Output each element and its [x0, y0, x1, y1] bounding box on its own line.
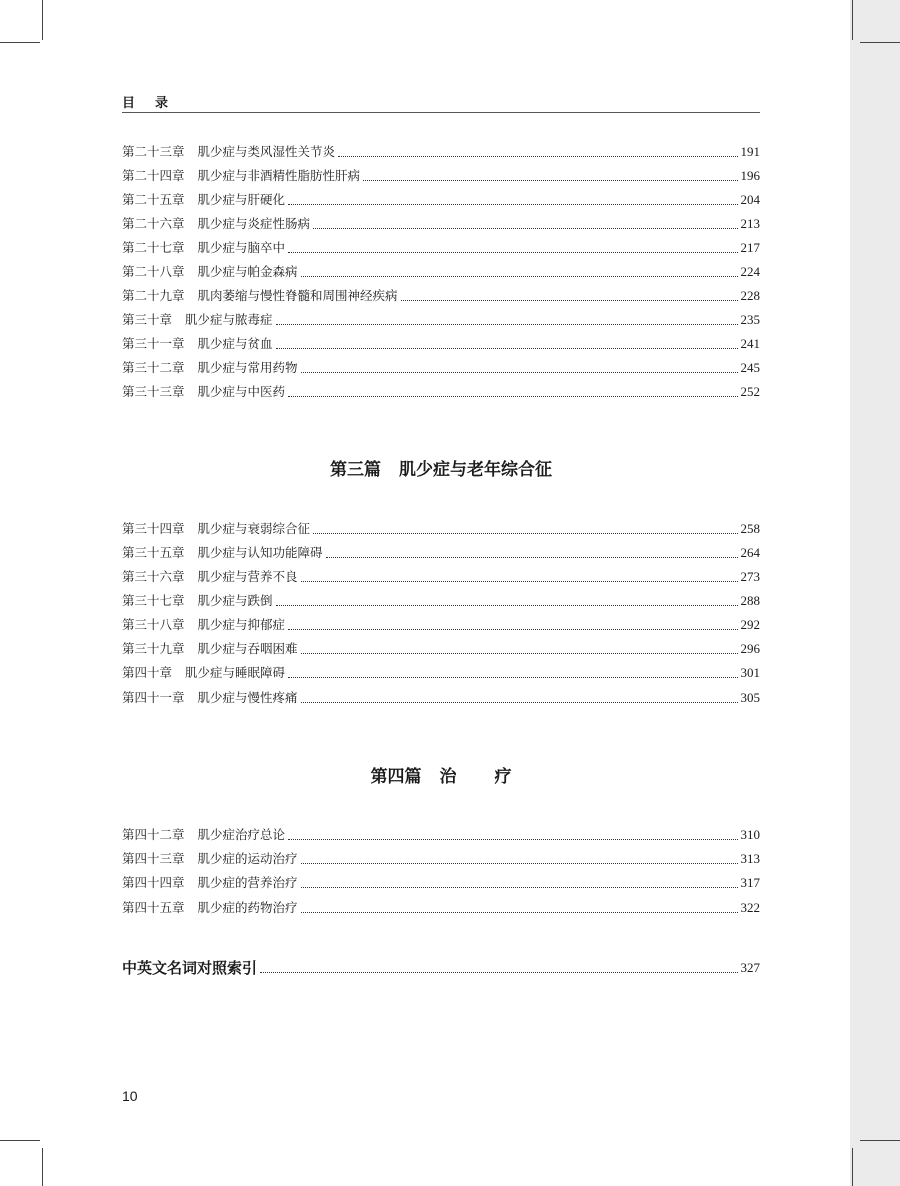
- toc-entry[interactable]: [122, 591, 760, 611]
- chapter-title: 肌少症与常用药物: [197, 360, 298, 375]
- page-number: 258: [740, 521, 760, 536]
- toc-entry[interactable]: [122, 190, 760, 210]
- chapter-number: 第三十二章: [122, 360, 185, 375]
- page-number: 235: [740, 312, 760, 327]
- crop-mark: [42, 1148, 43, 1186]
- dot-leader: [288, 838, 737, 840]
- dot-leader: [301, 652, 738, 654]
- running-head-right: 录: [155, 96, 169, 111]
- toc-entry[interactable]: [122, 358, 760, 378]
- toc-entry[interactable]: [122, 849, 760, 869]
- dot-leader: [301, 371, 738, 373]
- page-number: 313: [740, 851, 760, 866]
- page-number: 245: [740, 360, 760, 375]
- page-number: 241: [740, 336, 760, 351]
- toc-entry[interactable]: [122, 142, 760, 162]
- dot-leader: [276, 347, 738, 349]
- toc-entry[interactable]: [122, 262, 760, 282]
- page-number: 317: [740, 875, 760, 890]
- page-number: 191: [740, 144, 760, 159]
- chapter-title: 肌少症与跌倒: [197, 593, 273, 608]
- chapter-title: 肌少症治疗总论: [197, 827, 286, 842]
- running-head: [122, 92, 168, 111]
- toc-entry-index[interactable]: [122, 958, 760, 978]
- page-folio: 10: [122, 1088, 138, 1104]
- dot-leader: [301, 911, 738, 913]
- page-number: 217: [740, 240, 760, 255]
- page-number: 310: [740, 827, 760, 842]
- chapter-number: 第二十九章: [122, 288, 185, 303]
- chapter-number: 第二十三章: [122, 144, 185, 159]
- page-number: 301: [740, 665, 760, 680]
- dot-leader: [363, 179, 737, 181]
- toc-entry[interactable]: [122, 639, 760, 659]
- chapter-title: 肌少症与炎症性肠病: [197, 216, 311, 231]
- crop-mark: [42, 0, 43, 40]
- toc-entry[interactable]: [122, 873, 760, 893]
- running-head-left: 目: [122, 96, 136, 111]
- dot-leader: [276, 604, 738, 606]
- header-rule: [122, 112, 760, 113]
- chapter-number: 第二十七章: [122, 240, 185, 255]
- toc-entry[interactable]: [122, 543, 760, 563]
- chapter-title: 肌少症与贫血: [197, 336, 273, 351]
- chapter-number: 第三十五章: [122, 545, 185, 560]
- chapter-number: 第三十八章: [122, 617, 185, 632]
- toc-entry[interactable]: [122, 615, 760, 635]
- toc-entry[interactable]: [122, 688, 760, 708]
- chapter-title: 肌少症与吞咽困难: [197, 641, 298, 656]
- part-title-char: 疗: [494, 767, 512, 787]
- chapter-title: 肌少症与中医药: [197, 384, 286, 399]
- chapter-number: 第二十四章: [122, 168, 185, 183]
- toc-entry[interactable]: [122, 898, 760, 918]
- chapter-number: 第二十八章: [122, 264, 185, 279]
- toc-entry[interactable]: [122, 567, 760, 587]
- chapter-number: 第四十三章: [122, 851, 185, 866]
- dot-leader: [301, 886, 738, 888]
- page-number: 327: [740, 960, 760, 975]
- toc-entry[interactable]: [122, 286, 760, 306]
- chapter-number: 第三十三章: [122, 384, 185, 399]
- part-title: 肌少症与老年综合征: [399, 460, 552, 480]
- page-number: 296: [740, 641, 760, 656]
- dot-leader: [301, 862, 738, 864]
- chapter-number: 第三十一章: [122, 336, 185, 351]
- chapter-number: 第二十五章: [122, 192, 185, 207]
- chapter-title: 肌少症与肝硬化: [197, 192, 286, 207]
- chapter-title: 肌少症与非酒精性脂肪性肝病: [197, 168, 361, 183]
- chapter-number: 第四十四章: [122, 875, 185, 890]
- chapter-title: 肌少症与衰弱综合征: [197, 521, 311, 536]
- toc-entry[interactable]: [122, 663, 760, 683]
- crop-mark: [860, 1140, 900, 1141]
- index-title: 中英文名词对照索引: [122, 959, 258, 977]
- page-number: 273: [740, 569, 760, 584]
- page-number: 288: [740, 593, 760, 608]
- chapter-title: 肌少症的营养治疗: [197, 875, 298, 890]
- chapter-title: 肌少症的运动治疗: [197, 851, 298, 866]
- part-label: 第四篇: [370, 767, 422, 787]
- chapter-title: 肌少症与营养不良: [197, 569, 298, 584]
- page-number: 228: [740, 288, 760, 303]
- chapter-title: 肌少症与帕金森病: [197, 264, 298, 279]
- chapter-number: 第三十六章: [122, 569, 185, 584]
- page-number: 322: [740, 900, 760, 915]
- toc-entry[interactable]: [122, 310, 760, 330]
- dot-leader: [288, 251, 737, 253]
- part-heading: [122, 455, 760, 480]
- crop-mark: [852, 1148, 853, 1186]
- page-number: 305: [740, 690, 760, 705]
- chapter-number: 第二十六章: [122, 216, 185, 231]
- page-number: 204: [740, 192, 760, 207]
- dot-leader: [276, 323, 738, 325]
- chapter-title: 肌少症与脓毒症: [185, 312, 273, 327]
- crop-mark: [0, 1140, 40, 1141]
- dot-leader: [288, 628, 737, 630]
- chapter-title: 肌少症与认知功能障碍: [197, 545, 323, 560]
- dot-leader: [288, 395, 737, 397]
- dot-leader: [301, 275, 738, 277]
- page-number: 264: [740, 545, 760, 560]
- dot-leader: [313, 227, 737, 229]
- dot-leader: [338, 155, 737, 157]
- page-number: 252: [740, 384, 760, 399]
- crop-mark: [860, 42, 900, 43]
- chapter-number: 第三十章: [122, 312, 173, 327]
- toc-entry[interactable]: [122, 214, 760, 234]
- page-number: 224: [740, 264, 760, 279]
- dot-leader: [260, 971, 737, 973]
- dot-leader: [288, 203, 737, 205]
- chapter-number: 第四十五章: [122, 900, 185, 915]
- dot-leader: [401, 299, 738, 301]
- page-number: 213: [740, 216, 760, 231]
- dot-leader: [301, 701, 738, 703]
- crop-mark: [0, 42, 40, 43]
- toc-entry[interactable]: [122, 334, 760, 354]
- chapter-number: 第三十七章: [122, 593, 185, 608]
- chapter-title: 肌少症与抑郁症: [197, 617, 286, 632]
- chapter-title: 肌肉萎缩与慢性脊髓和周围神经疾病: [197, 288, 398, 303]
- chapter-number: 第四十二章: [122, 827, 185, 842]
- chapter-title: 肌少症与慢性疼痛: [197, 690, 298, 705]
- page-number: 196: [740, 168, 760, 183]
- dot-leader: [326, 556, 738, 558]
- page-number: 292: [740, 617, 760, 632]
- part-label: 第三篇: [330, 460, 381, 480]
- toc-entry[interactable]: [122, 519, 760, 539]
- chapter-number: 第三十九章: [122, 641, 185, 656]
- dot-leader: [301, 580, 738, 582]
- chapter-title: 肌少症与类风湿性关节炎: [197, 144, 336, 159]
- chapter-title: 肌少症的药物治疗: [197, 900, 298, 915]
- toc-entry[interactable]: [122, 825, 760, 845]
- toc-entry[interactable]: [122, 166, 760, 186]
- chapter-number: 第三十四章: [122, 521, 185, 536]
- chapter-number: 第四十章: [122, 665, 173, 680]
- crop-mark: [852, 0, 853, 40]
- chapter-number: 第四十一章: [122, 690, 185, 705]
- part-title-char: 治: [439, 767, 457, 787]
- page-edge-strip: [850, 0, 900, 1186]
- chapter-title: 肌少症与睡眠障碍: [185, 665, 286, 680]
- toc-entry[interactable]: [122, 238, 760, 258]
- part-heading: [122, 762, 760, 787]
- toc-entry[interactable]: [122, 382, 760, 402]
- dot-leader: [288, 676, 737, 678]
- dot-leader: [313, 532, 737, 534]
- chapter-title: 肌少症与脑卒中: [197, 240, 286, 255]
